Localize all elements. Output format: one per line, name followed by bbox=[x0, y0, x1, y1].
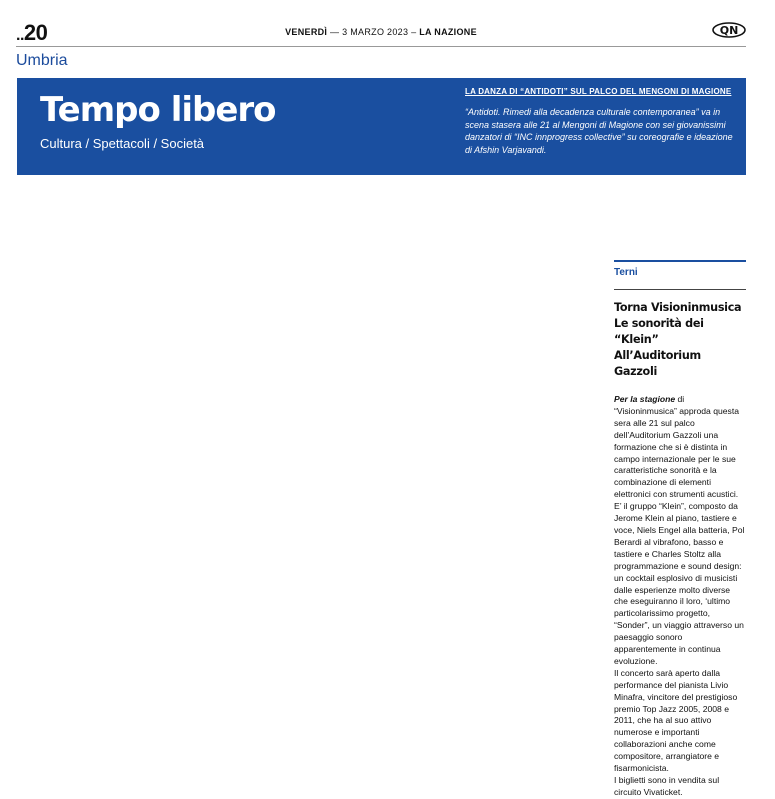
article-lead: Per la stagione bbox=[614, 394, 676, 404]
article-tag: Terni bbox=[614, 267, 638, 278]
article-paragraph-1-text: di “Visioninmusica” approda questa sera alle 21 sul palco dell’Auditorium Gazzoli una formazione che si è distinta in campo internazionale per le sue caratteristiche sonorità e la combinazione di elementi elettronici con strumenti acustici. E’ il gruppo “Klein”, composto da Jerome Klein al piano, tastiere e voce, Niels Engel alla batteria, Pol Berardi al vibrafono, basso e tastiere e Charles Stoltz alla programmazione e sound design: un cocktail esplosivo di musicisti dalle esperienze molto diverse che eseguiranno il loro, ‘ultimo particolarissimo progetto, “Sonder”, un viaggio attraverso un paesaggio sonoro apparentemente in continua evoluzione. bbox=[614, 394, 745, 666]
qn-logo-icon bbox=[712, 22, 746, 38]
article-headline bbox=[614, 300, 746, 380]
logo-text: QN bbox=[719, 24, 739, 37]
article-paragraph-2: Il concerto sarà aperto dalla performance del pianista Livio Minafra, vincitore del prestigioso premio Top Jazz 2005, 2008 e 2011, che ha al suo attivo numerose e importanti collaborazioni anche come compositore, arrangiatore e fisarmonicista. bbox=[614, 667, 738, 774]
article bbox=[614, 260, 746, 799]
headline-line-3: All’Auditorium Gazzoli bbox=[614, 349, 701, 378]
article-top-rule bbox=[614, 260, 746, 262]
banner-sidebar-text: “Antidoti. Rimedi alla decadenza culturale contemporanea” va in scena stasera alle 21 al Mengoni di Magione con sei giovanissimi danzatori di “INC innprogress collective” su coreografie e ideazione di Afshin Varjavandi. bbox=[465, 107, 733, 155]
article-paragraph-3: I biglietti sono in vendita sul circuito Vivaticket. bbox=[614, 775, 720, 797]
header-rule bbox=[16, 46, 746, 47]
banner-title: Tempo libero bbox=[40, 90, 276, 130]
banner-sidebar-title: LA DANZA DI “ANTIDOTI” SUL PALCO DEL MENGONI DI MAGIONE bbox=[465, 87, 732, 96]
dateline-date: — 3 MARZO 2023 – bbox=[330, 27, 417, 37]
dateline bbox=[16, 27, 746, 37]
page-header bbox=[16, 18, 746, 46]
page-number-value: 20 bbox=[23, 20, 48, 45]
page-number-dots: .. bbox=[16, 27, 24, 44]
section-label: Umbria bbox=[16, 52, 68, 69]
article-body bbox=[614, 394, 746, 799]
headline-line-1: Torna Visioninmusica bbox=[614, 301, 742, 314]
section-banner bbox=[17, 78, 746, 175]
dateline-paper: LA NAZIONE bbox=[419, 27, 477, 37]
banner-subtitle: Cultura / Spettacoli / Società bbox=[40, 136, 205, 151]
banner-sidebar bbox=[465, 87, 735, 156]
article-rule bbox=[614, 289, 746, 290]
dateline-day: VENERDÌ bbox=[285, 27, 328, 37]
article-paragraph-1 bbox=[614, 394, 746, 668]
headline-line-2: Le sonorità dei “Klein” bbox=[614, 317, 704, 346]
